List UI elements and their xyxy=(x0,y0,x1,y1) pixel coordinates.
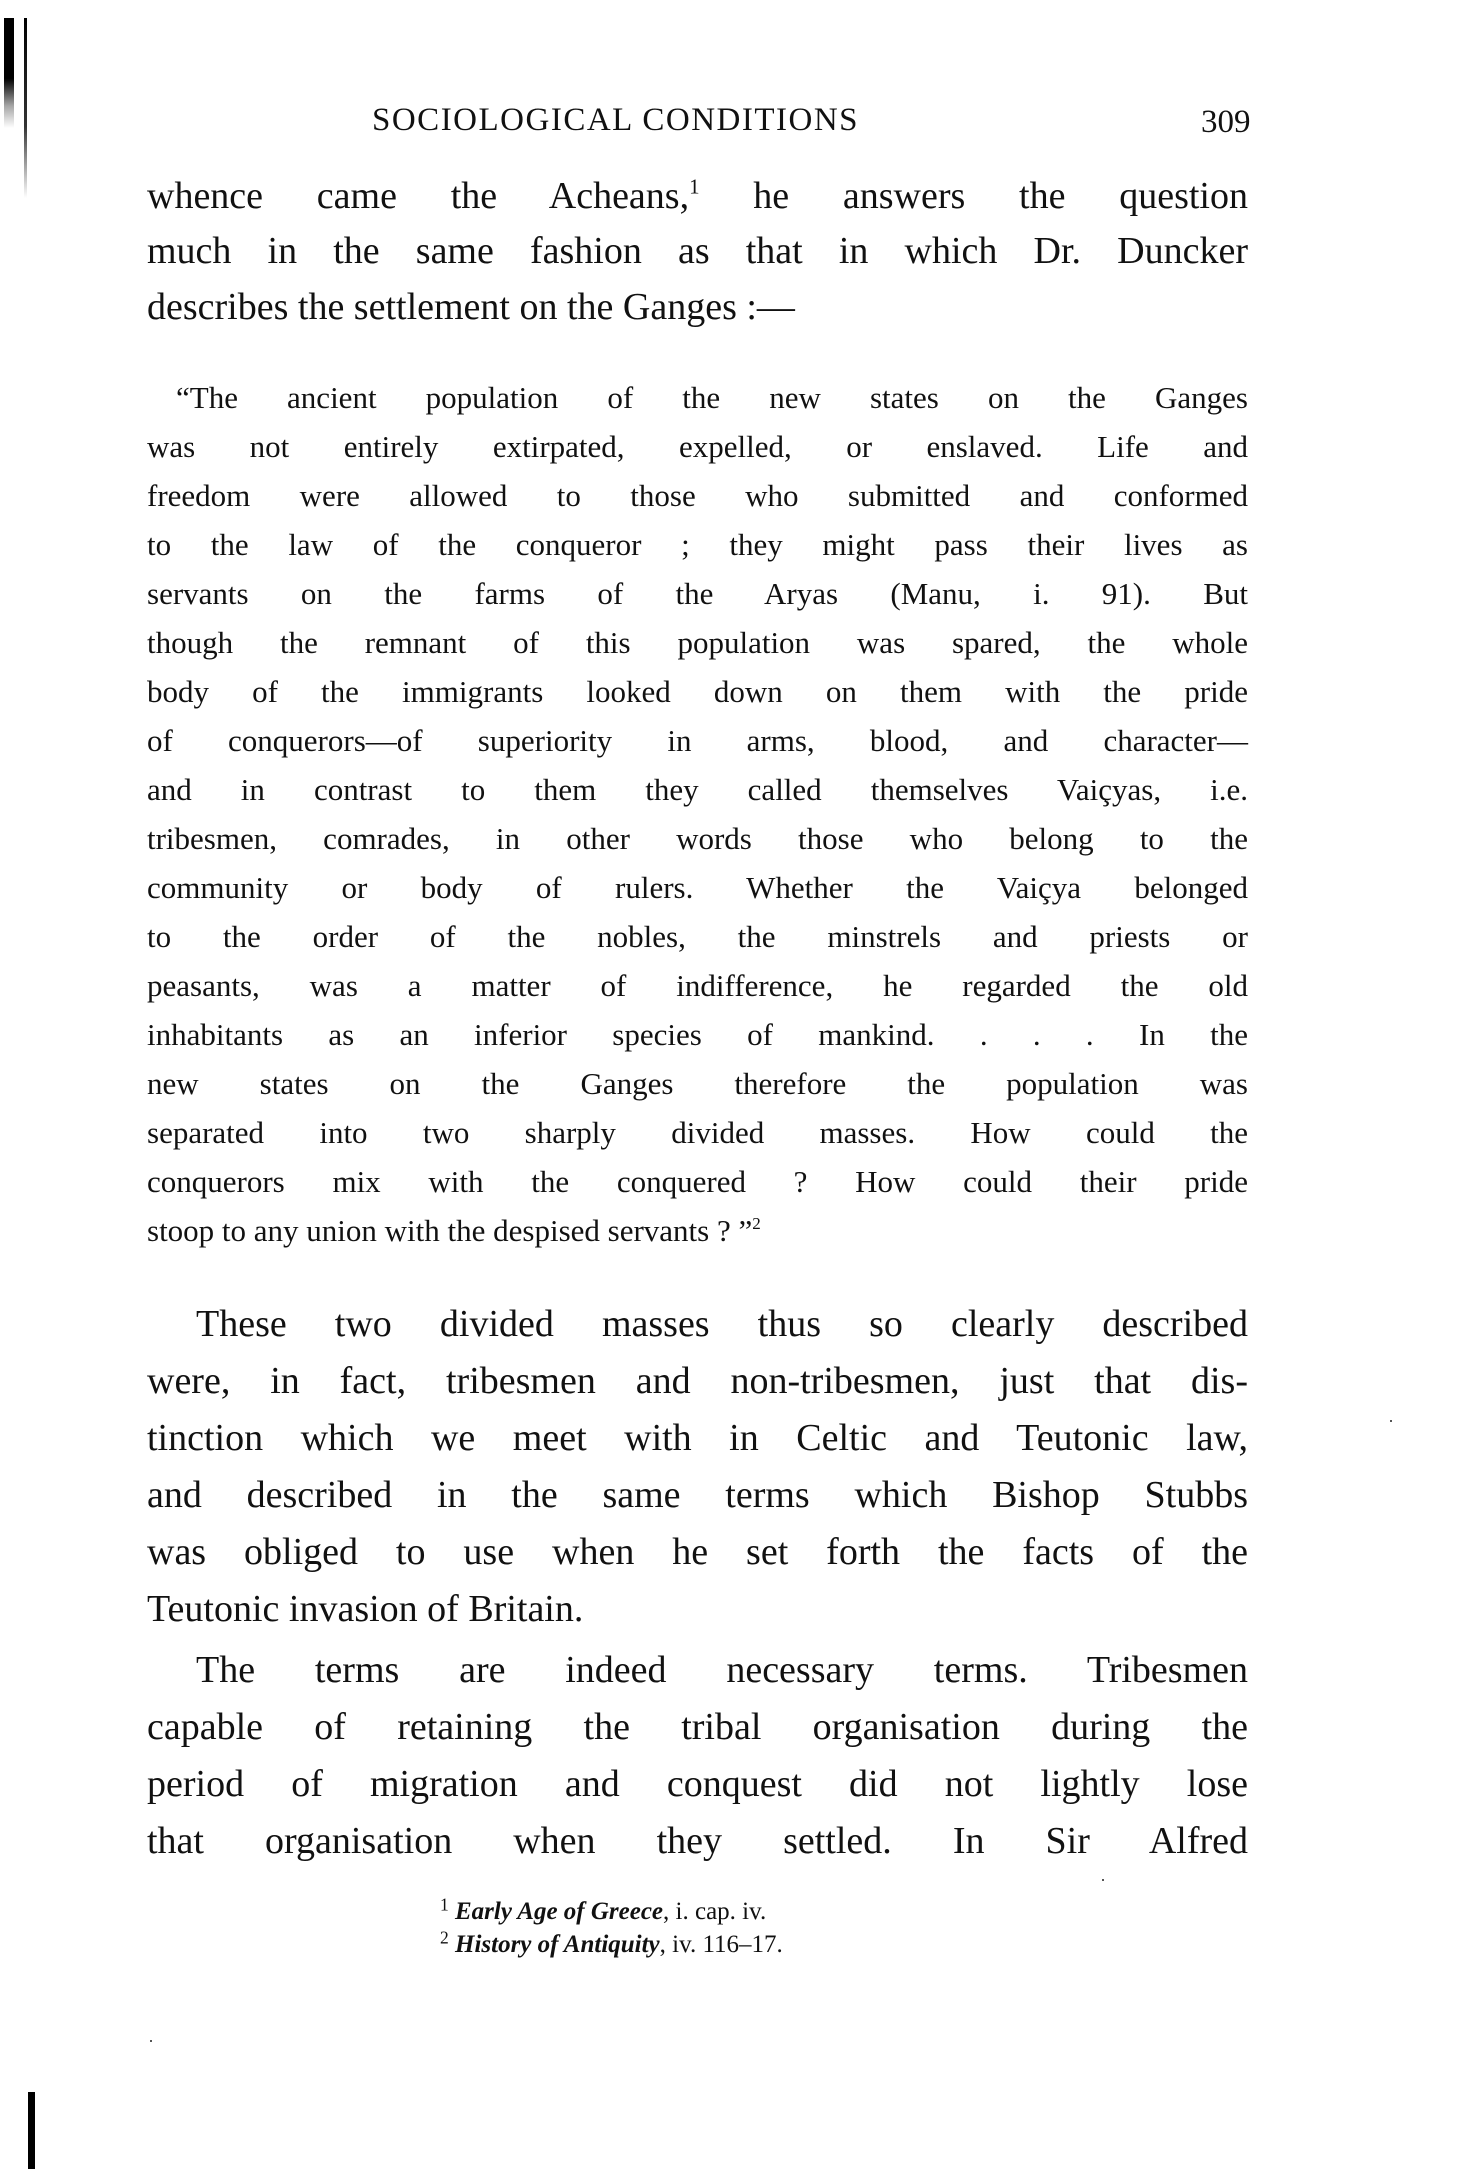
scan-edge-mark xyxy=(28,2092,35,2169)
quote-line: peasants, was a matter of indifference, he regarded the old xyxy=(147,968,1248,1003)
text-line: The terms are indeed necessary terms. Tribesmen xyxy=(196,1649,1248,1691)
quote-line: freedom were allowed to those who submitted and conformed xyxy=(147,478,1248,513)
footnote-marker: 1 xyxy=(440,1894,449,1915)
text-span: stoop to any union with the despised servants ? ” xyxy=(147,1213,753,1248)
footnote-ref[interactable]: 1 xyxy=(689,174,700,199)
text-line: tinction which we meet with in Celtic and Teutonic law, xyxy=(147,1417,1248,1459)
text-line: These two divided masses thus so clearly described xyxy=(196,1303,1248,1345)
quote-line: servants on the farms of the Aryas (Manu, i. 91). But xyxy=(147,576,1248,611)
quote-line: tribesmen, comrades, in other words those who belong to the xyxy=(147,821,1248,856)
text-line: was obliged to use when he set forth the facts of the xyxy=(147,1531,1248,1573)
quote-line: body of the immigrants looked down on them with the pride xyxy=(147,674,1248,709)
footnote-ref[interactable]: 2 xyxy=(752,1214,761,1234)
text-span: he answers the question xyxy=(699,175,1248,217)
footnote-ref-text: , iv. 116–17. xyxy=(659,1931,783,1958)
text-line: period of migration and conquest did not lightly lose xyxy=(147,1763,1248,1805)
quote-line: inhabitants as an inferior species of mankind. . . . In the xyxy=(147,1017,1248,1052)
text-line: much in the same fashion as that in which Dr. Duncker xyxy=(147,230,1248,272)
quote-line: though the remnant of this population was spared, the whole xyxy=(147,625,1248,660)
footnote-2 xyxy=(440,1927,783,1960)
footnote-title: Early Age of Greece xyxy=(455,1898,664,1925)
footnote-1 xyxy=(440,1894,767,1927)
text-line: were, in fact, tribesmen and non-tribesmen, just that dis- xyxy=(147,1360,1248,1402)
text-line: Teutonic invasion of Britain. xyxy=(147,1588,584,1630)
quote-line: was not entirely extirpated, expelled, or enslaved. Life and xyxy=(147,429,1248,464)
scan-speck xyxy=(1390,1420,1392,1422)
text-line: describes the settlement on the Ganges :— xyxy=(147,286,795,328)
quote-line: and in contrast to them they called themselves Vaiçyas, i.e. xyxy=(147,772,1248,807)
text-span: whence came the Acheans, xyxy=(147,175,690,217)
scan-speck xyxy=(1102,1879,1104,1881)
quote-line: separated into two sharply divided masses. How could the xyxy=(147,1115,1248,1150)
footnote-marker: 2 xyxy=(440,1927,449,1948)
quote-line: “The ancient population of the new states on the Ganges xyxy=(176,380,1248,415)
quote-line: new states on the Ganges therefore the population was xyxy=(147,1066,1248,1101)
quote-line: of conquerors—of superiority in arms, blood, and character— xyxy=(147,723,1248,758)
text-line: capable of retaining the tribal organisation during the xyxy=(147,1706,1248,1748)
page-number: 309 xyxy=(1201,104,1251,140)
scan-speck xyxy=(150,2040,152,2042)
running-head-title: SOCIOLOGICAL CONDITIONS xyxy=(372,102,860,138)
quote-line xyxy=(147,1211,1248,1251)
quote-line: to the order of the nobles, the minstrels and priests or xyxy=(147,919,1248,954)
text-line: and described in the same terms which Bishop Stubbs xyxy=(147,1474,1248,1516)
text-line xyxy=(147,172,1248,220)
footnote-ref-text: , i. cap. iv. xyxy=(663,1898,767,1925)
quote-line: conquerors mix with the conquered ? How could their pride xyxy=(147,1164,1248,1199)
running-head xyxy=(0,100,1460,140)
quote-line: to the law of the conqueror ; they might pass their lives as xyxy=(147,527,1248,562)
footnote-title: History of Antiquity xyxy=(455,1931,660,1958)
quote-line: community or body of rulers. Whether the Vaiçya belonged xyxy=(147,870,1248,905)
text-line: that organisation when they settled. In Sir Alfred xyxy=(147,1820,1248,1862)
